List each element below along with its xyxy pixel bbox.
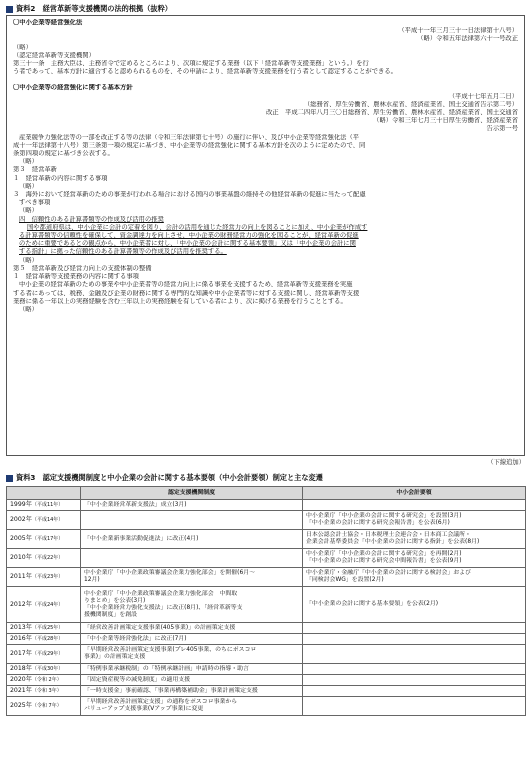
s2-item-1: １ 経営革新の内容に関する事項 <box>13 174 108 182</box>
s1-omit: （略） <box>13 43 32 51</box>
certified-body-cell: 「一時支援金」事前確認、「事業再構築補助金」事業計画策定支援 <box>81 686 303 697</box>
table-row <box>7 686 526 697</box>
header-accounting-guide: 中小会計要領 <box>303 487 526 500</box>
year-cell: 1999年（平成11年） <box>7 500 81 511</box>
doc2-title: 資料2 経営革新等支援機関の法的根拠（抜粋） <box>6 4 525 14</box>
table-row <box>7 664 526 675</box>
header-year <box>7 487 81 500</box>
s2-preamble-1: 産業競争力強化法等の一部を改正する等の法律（令和三年法律第七十号）の施行に伴い、及び中小企業等経営強化法（平 <box>19 133 360 141</box>
year-cell: 2005年（平成17年） <box>7 530 81 549</box>
table-row <box>7 634 526 645</box>
s1-amend: （略）令和五年法律第六十一号改正 <box>417 35 518 43</box>
certified-body-cell: 中小企業庁「中小企業政策審議会企業力強化部会」を開催(6月～ 12月) <box>81 568 303 587</box>
accounting-guide-cell <box>303 697 526 716</box>
table-row <box>7 587 526 623</box>
s2-omit-2: （略） <box>19 182 38 190</box>
page <box>6 4 525 716</box>
accounting-guide-cell: 日本公認会計士協会・日本税理士会連合会・日本商工会議所・ 企業会計基準委員会「中小企業の会計に関する指針」を公表(8月) <box>303 530 526 549</box>
certified-body-cell: 「経営改善計画策定支援事業(405事業)」の計画策定支援 <box>81 623 303 634</box>
certified-body-cell: 中小企業庁「中小企業政策審議会企業力強化部会 中間取 りまとめ」を公表(3月) 「中小企業経営力強化支援法」に改正(8月)、「経営革新等支 援機関制度」を創設 <box>81 587 303 623</box>
title-square-icon <box>6 6 13 13</box>
certified-body-cell: 「中小企業経営革新支援法」成立(3月) <box>81 500 303 511</box>
year-cell: 2013年（平成25年） <box>7 623 81 634</box>
accounting-guide-cell <box>303 675 526 686</box>
year-cell: 2012年（平成24年） <box>7 587 81 623</box>
s2-body-3: 業務に係る一年以上の実務経験を含む三年以上の実務経験を有している者により、次に掲げる業務を行うこととする。 <box>13 297 347 305</box>
s2-revision-1: 改正 平成二四年八月三〇日総務省、厚生労働省、農林水産省、経済産業省、国土交通省 <box>266 109 518 117</box>
table-row <box>7 697 526 716</box>
s2-item-5-1: １ 経営革新等支援業務の内容に関する事項 <box>13 273 139 281</box>
table-body <box>7 500 526 716</box>
table-row <box>7 675 526 686</box>
s2-quote-4: する指針」に拠った信頼性のある計算書類等の作成及び活用を推奨する。 <box>19 248 227 256</box>
s2-body-1: 中小企業の経営革新のための事業や中小企業者等の経営力向上に係る事業を支援するため、経営革新等支援業務を実施 <box>19 281 353 289</box>
certified-body-cell: 「固定資産税等の減免制度」の適用支援 <box>81 675 303 686</box>
year-cell: 2011年（平成23年） <box>7 568 81 587</box>
table-row <box>7 530 526 549</box>
certified-body-cell: 「中小企業等経営強化法」に改正(7月) <box>81 634 303 645</box>
certified-body-cell: 「早期経営改善計画策定支援事業(プレ405事業、のちにポスコロ 事業)」の計画策定支援 <box>81 645 303 664</box>
s1-heading: 〇中小企業等経営強化法 <box>13 19 83 26</box>
s2-subitem-4: 四 信頼性のある計算書類等の作成及び活用の推奨 <box>19 215 164 223</box>
table-row <box>7 549 526 568</box>
s2-quote-1: 国や都道府県は、中小企業に会計の定着を図り、会計の活用を通じた経営力の向上を図ることに加え、中小企業が作成す <box>27 223 368 231</box>
accounting-guide-cell: 中小企業庁「中小企業の会計に関する研究会」を設置(3月) 「中小企業の会計に関する研究会報告書」を公表(6月) <box>303 511 526 530</box>
year-cell: 2017年（平成29年） <box>7 645 81 664</box>
year-cell: 2016年（平成28年） <box>7 634 81 645</box>
title-square-icon <box>6 475 13 482</box>
accounting-guide-cell: 「中小企業の会計に関する基本要領」を公表(2月) <box>303 587 526 623</box>
s2-revision-2: （略）令和三年七月三十日厚生労働省、経済産業省 <box>373 117 518 125</box>
table-header-row <box>7 487 526 500</box>
s2-chapter-3: 第３ 経営革新 <box>13 166 58 174</box>
s2-issuer: （総務省、厚生労働省、農林水産省、経済産業省、国土交通省告示第二号） <box>303 100 518 108</box>
s2-preamble-3: 条第四項の規定に基づき公表する。 <box>13 150 114 158</box>
s2-heading: 〇中小企業等の経営強化に関する基本方針 <box>13 84 133 92</box>
table-row <box>7 623 526 634</box>
table-row <box>7 645 526 664</box>
s1-date: （平成十一年三月三十一日法律第十八号） <box>398 27 518 35</box>
accounting-guide-cell <box>303 686 526 697</box>
s2-item-3: ３ 海外において経営革新のための事業が行われる場合における国内の事業基盤の維持その他経営革新の促進に当たって配慮 <box>13 191 366 199</box>
accounting-guide-cell <box>303 664 526 675</box>
s1-caption: （認定経営革新等支援機関） <box>13 51 95 59</box>
table-row <box>7 568 526 587</box>
doc2-box <box>6 15 525 456</box>
accounting-guide-cell <box>303 500 526 511</box>
year-cell: 2025年（令和 7年） <box>7 697 81 716</box>
year-cell: 2002年（平成14年） <box>7 511 81 530</box>
certified-body-cell: 「中小企業新事業活動促進法」に改正(4月) <box>81 530 303 549</box>
accounting-guide-cell: 中小企業庁・金融庁「中小企業の会計に関する検討会」および 「同検討会WG」を設置(2月) <box>303 568 526 587</box>
s2-omit-4: （略） <box>19 256 38 264</box>
s2-date: （平成十七年五月二日） <box>448 92 518 100</box>
certified-body-cell <box>81 549 303 568</box>
s2-omit-3: （略） <box>19 207 38 215</box>
s2-omit-5: （略） <box>19 305 38 313</box>
accounting-guide-cell <box>303 623 526 634</box>
certified-body-cell <box>81 511 303 530</box>
table-row <box>7 500 526 511</box>
header-certified-body: 認定支援機関制度 <box>81 487 303 500</box>
accounting-guide-cell <box>303 634 526 645</box>
s1-paragraph-2: う者であって、基本方針に適合すると認められるものを、その申請により、経営革新等支援業務を行う者として認定することができる。 <box>13 68 397 76</box>
history-table <box>6 486 526 716</box>
s2-preamble-2: 成十一年法律第十八号）第三条第一項の規定に基づき、中小企業等の経営強化に関する基本方針を次のように定めたので、同 <box>13 141 366 149</box>
accounting-guide-cell: 中小企業庁「中小企業の会計に関する研究会」を再開(2月) 「中小企業の会計に関する研究会中間報告書」を公表(9月) <box>303 549 526 568</box>
s2-omit-1: （略） <box>19 158 38 166</box>
doc3-title: 資料3 認定支援機関制度と中小企業の会計に関する基本要領（中小会計要領）制定と主な変遷 <box>6 473 525 483</box>
s2-body-2: する者にあっては、税務、金融及び企業の財務に関する専門的な知識や中小企業者等に対する支援に関し、経営革新等支援 <box>13 289 360 297</box>
year-cell: 2020年（令和 2年） <box>7 675 81 686</box>
year-cell: 2018年（平成30年） <box>7 664 81 675</box>
certified-body-cell: 「特例事業承継税制」の「特例承継計画」申請時の指導・助言 <box>81 664 303 675</box>
year-cell: 2010年（平成22年） <box>7 549 81 568</box>
s1-paragraph-1: 第三十一条 主務大臣は、主務省令で定めるところにより、次項に規定する業務（以下「経営革新等支援業務」という。）を行 <box>13 60 369 68</box>
s2-notice: 告示第一号 <box>486 125 518 133</box>
year-cell: 2021年（令和 3年） <box>7 686 81 697</box>
certified-body-cell: 「早期経営改善計画策定支援」の通称をポスコロ事業から バリューアップ支援事業(Vアップ事業)に変更 <box>81 697 303 716</box>
s2-quote-3: のために重要であるとの観点から、中小企業者に対し、「中小企業の会計に関する基本要領」又は「中小企業の会計に関 <box>19 240 356 248</box>
underline-note: （下線追加） <box>487 459 525 466</box>
s2-chapter-5: 第５ 経営革新及び経営力向上の支援体制の整備 <box>13 264 152 272</box>
s2-quote-2: る計算書類等の信頼性を確保して、資金調達力を向上させ、中小企業の財務経営力の強化を図ることが、経営革新の促進 <box>19 232 359 240</box>
table-row <box>7 511 526 530</box>
accounting-guide-cell <box>303 645 526 664</box>
s2-item-3-cont: すべき事項 <box>19 199 51 207</box>
